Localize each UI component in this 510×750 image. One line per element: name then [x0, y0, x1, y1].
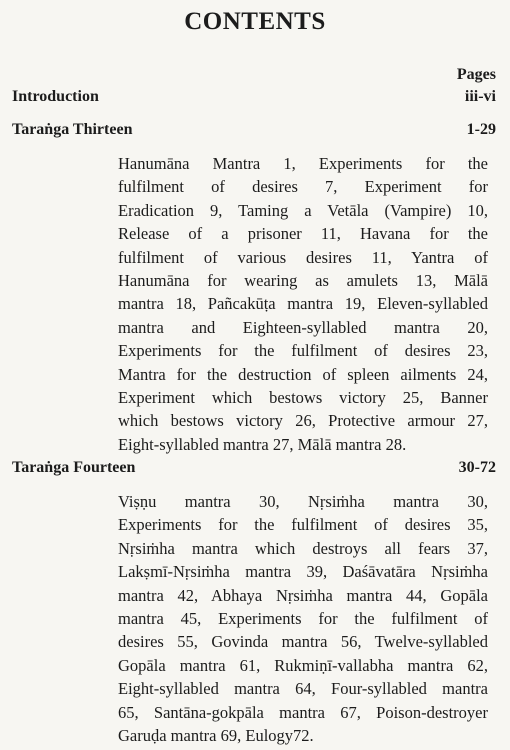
toc-entry-pages: iii-vi [464, 88, 496, 105]
contents-line: 65, Santāna-gokpāla mantra 67, Poison-destroyer [118, 702, 488, 722]
contents-line: Experiments for the fulfilment of desires 35, [118, 515, 488, 535]
contents-line: Eight-syllabled mantra 64, Four-syllabled mantra [118, 679, 488, 699]
toc-entry-introduction [12, 88, 496, 106]
pages-column-header: Pages [456, 66, 496, 83]
contents-line: which bestows victory 26, Protective armour 27, [118, 411, 488, 431]
contents-line: mantra 45, Experiments for the fulfilment of [118, 609, 488, 629]
contents-line: Mantra for the destruction of spleen ailments 24, [118, 364, 488, 384]
toc-entry-taranga-fourteen [12, 459, 496, 477]
contents-line: mantra 42, Abhaya Nṛsiṁha mantra 44, Gopāla [118, 585, 488, 605]
contents-line: Viṣṇu mantra 30, Nṛsiṁha mantra 30, [118, 492, 488, 511]
toc-entry-label: Introduction [12, 88, 99, 105]
contents-line: Hanumāna for wearing as amulets 13, Mālā [118, 271, 488, 291]
toc-entry-taranga-thirteen [12, 121, 496, 139]
contents-line: fulfilment of various desires 11, Yantra of [118, 247, 488, 267]
contents-line: Experiments for the fulfilment of desires 23, [118, 341, 488, 361]
contents-line: mantra 18, Pañcakūṭa mantra 19, Eleven-syllabled [118, 294, 488, 314]
page-title: CONTENTS [184, 8, 326, 35]
section-fourteen-contents [118, 490, 488, 747]
contents-line: mantra and Eighteen-syllabled mantra 20, [118, 317, 488, 337]
contents-line: Release of a prisoner 11, Havana for the [118, 224, 488, 244]
toc-entry-label: Taraṅga Fourteen [12, 459, 136, 476]
section-thirteen-contents [118, 152, 488, 456]
contents-line: Nṛsiṁha mantra which destroys all fears 37, [118, 538, 488, 558]
toc-entry-pages: 30-72 [458, 459, 496, 476]
contents-line: fulfilment of desires 7, Experiment for [118, 177, 488, 197]
contents-line: Hanumāna Mantra 1, Experiments for the [118, 154, 488, 173]
contents-line: Eight-syllabled mantra 27, Mālā mantra 28. [118, 434, 407, 454]
contents-line: Experiment which bestows victory 25, Banner [118, 388, 488, 408]
contents-line: Garuḍa mantra 69, Eulogy72. [118, 726, 314, 746]
contents-line: Lakṣmī-Nṛsiṁha mantra 39, Daśāvatāra Nṛsiṁha [118, 562, 488, 582]
toc-entry-pages: 1-29 [466, 121, 496, 138]
contents-line: desires 55, Govinda mantra 56, Twelve-syllabled [118, 632, 488, 652]
contents-line: Eradication 9, Taming a Vetāla (Vampire) 10, [118, 200, 488, 220]
contents-line: Gopāla mantra 61, Rukmiṇī-vallabha mantra 62, [118, 655, 488, 675]
toc-entry-label: Taraṅga Thirteen [12, 121, 133, 138]
